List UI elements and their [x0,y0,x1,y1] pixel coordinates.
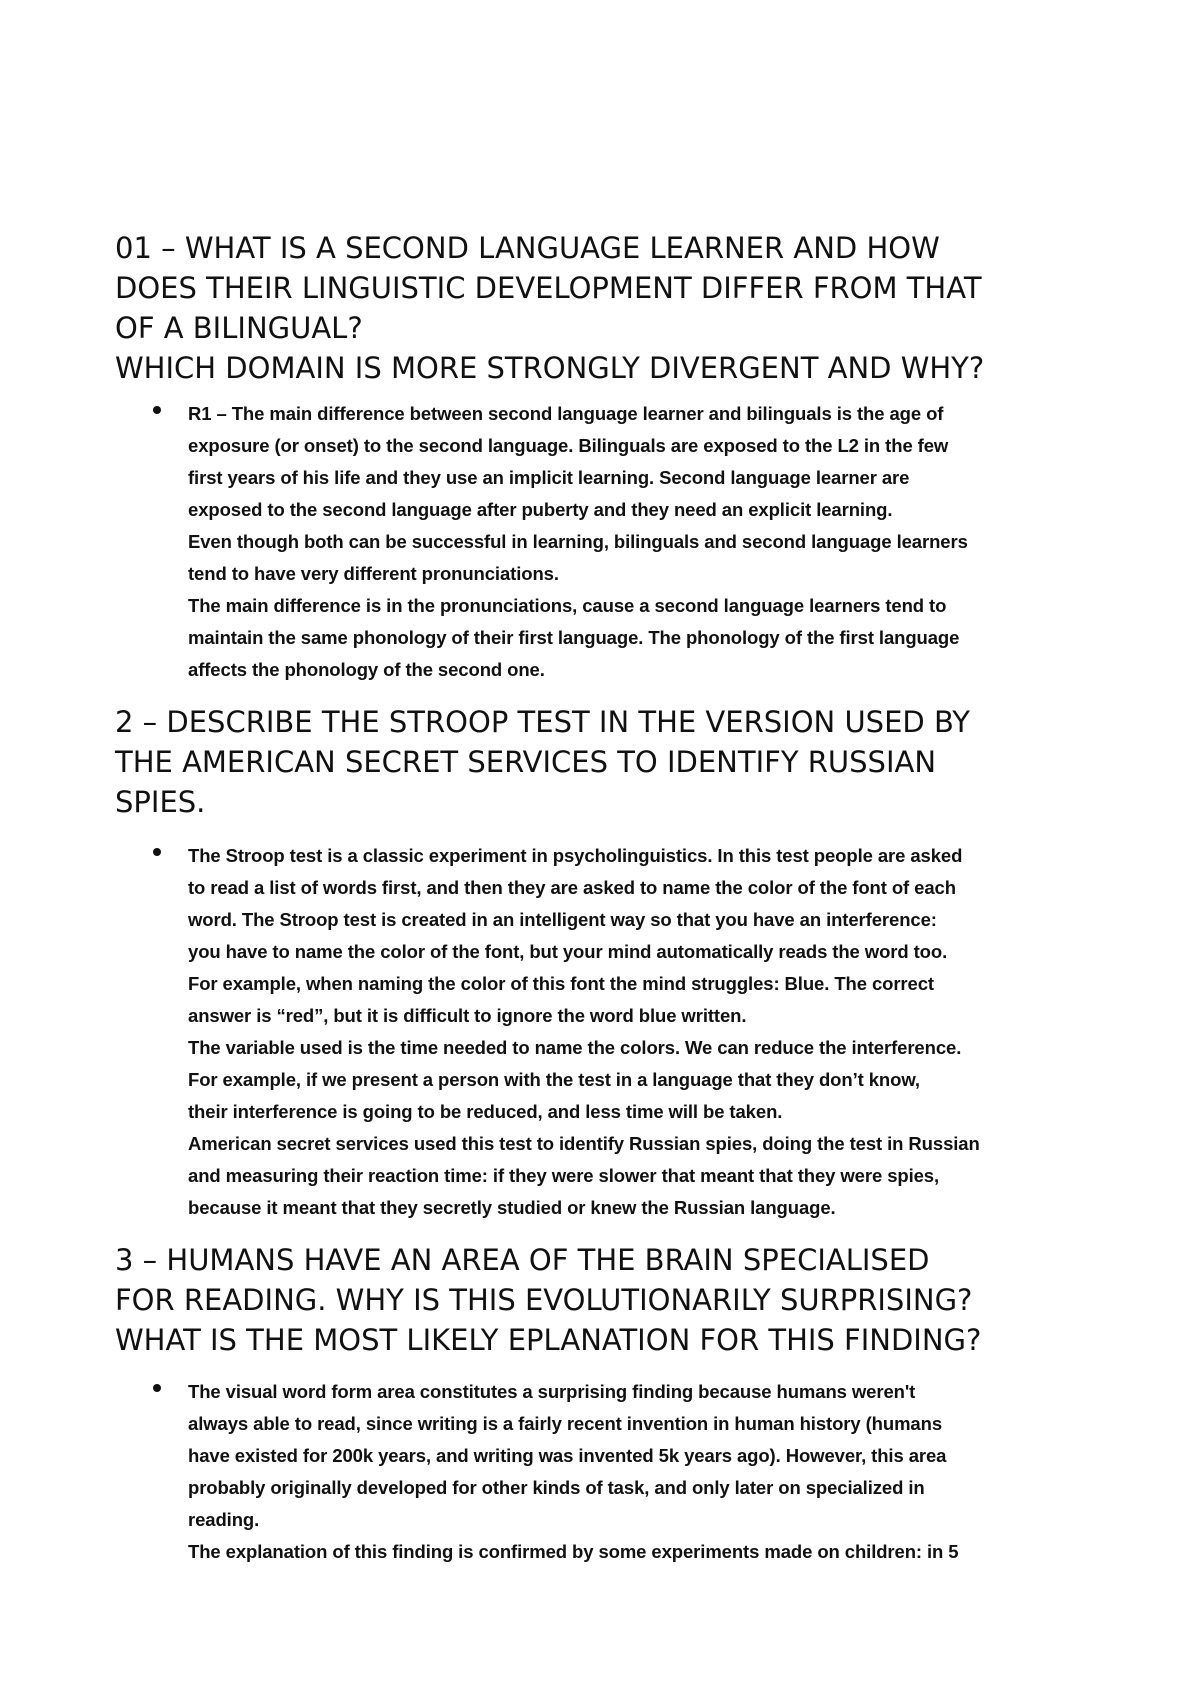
answer-line: The main difference is in the pronunciations, cause a second language learners tend to [188,595,947,616]
bullet-icon [153,848,161,856]
question-1-subheading: WHICH DOMAIN IS MORE STRONGLY DIVERGENT AND WHY? [115,351,985,385]
question-3-answer-list [115,1376,1105,1568]
answer-line: affects the phonology of the second one. [188,659,545,680]
answer-line: word. The Stroop test is created in an intelligent way so that you have an interference: [188,909,937,930]
question-3-answer [115,1376,1105,1568]
question-3-section [115,1240,1105,1568]
question-1-answer-list [115,398,1105,686]
answer-line: For example, when naming the color of this font the mind struggles: Blue. The correct [188,973,934,994]
answer-line: you have to name the color of the font, but your mind automatically reads the word too. [188,941,948,962]
answer-line: probably originally developed for other kinds of task, and only later on specialized in [188,1477,925,1498]
answer-line: and measuring their reaction time: if they were slower that meant that they were spies, [188,1165,940,1186]
question-2-answer [115,840,1105,1224]
question-1-section [115,228,1105,686]
answer-line: R1 – The main difference between second language learner and bilinguals is the age of [188,403,944,424]
question-1-heading: 01 – WHAT IS A SECOND LANGUAGE LEARNER AND HOW DOES THEIR LINGUISTIC DEVELOPMENT DIFFER FROM THAT OF A BILINGUAL? [115,231,982,345]
answer-line: Even though both can be successful in learning, bilinguals and second language learners [188,531,968,552]
answer-line: tend to have very different pronunciations. [188,563,559,584]
answer-line: have existed for 200k years, and writing was invented 5k years ago). However, this area [188,1445,947,1466]
question-3-heading: 3 – HUMANS HAVE AN AREA OF THE BRAIN SPECIALISED FOR READING. WHY IS THIS EVOLUTIONARILY SURPRISING? WHAT IS THE MOST LIKELY EPLANATION FOR THIS FINDING? [115,1243,982,1357]
answer-line: exposure (or onset) to the second language. Bilinguals are exposed to the L2 in the few [188,435,949,456]
answer-line: answer is “red”, but it is difficult to ignore the word blue written. [188,1005,747,1026]
answer-line: American secret services used this test to identify Russian spies, doing the test in Russian [188,1133,980,1154]
answer-line: exposed to the second language after puberty and they need an explicit learning. [188,499,893,520]
answer-line: reading. [188,1509,260,1530]
question-2-section [115,702,1105,1224]
answer-line: The visual word form area constitutes a surprising finding because humans weren't [188,1381,916,1402]
answer-line: to read a list of words first, and then they are asked to name the color of the font of each [188,877,956,898]
question-2-answer-list [115,840,1105,1224]
answer-line: For example, if we present a person with the test in a language that they don’t know, [188,1069,920,1090]
question-2-heading: 2 – DESCRIBE THE STROOP TEST IN THE VERSION USED BY THE AMERICAN SECRET SERVICES TO IDENTIFY RUSSIAN SPIES. [115,705,970,819]
answer-line: maintain the same phonology of their first language. The phonology of the first language [188,627,960,648]
document-page [115,228,1105,1568]
answer-line: The explanation of this finding is confirmed by some experiments made on children: in 5 [188,1541,959,1562]
answer-line: always able to read, since writing is a fairly recent invention in human history (humans [188,1413,943,1434]
answer-line: because it meant that they secretly studied or knew the Russian language. [188,1197,836,1218]
question-1-answer [115,398,1105,686]
answer-line: The variable used is the time needed to name the colors. We can reduce the interference. [188,1037,962,1058]
bullet-icon [153,1384,161,1392]
answer-line: first years of his life and they use an implicit learning. Second language learner are [188,467,910,488]
answer-line: The Stroop test is a classic experiment in psycholinguistics. In this test people are asked [188,845,963,866]
answer-line: their interference is going to be reduced, and less time will be taken. [188,1101,783,1122]
bullet-icon [153,406,161,414]
